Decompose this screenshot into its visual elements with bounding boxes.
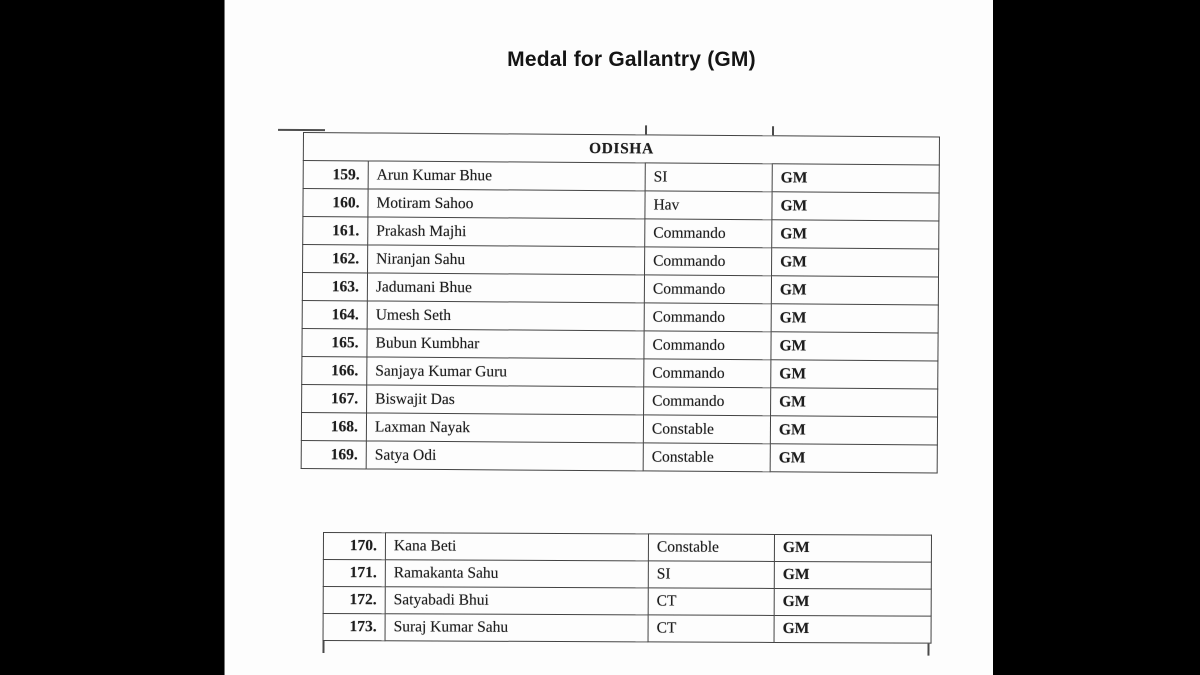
name-cell: Jadumani Bhue	[367, 273, 644, 303]
award-cell: GM	[774, 534, 931, 562]
table-row	[302, 356, 938, 388]
award-cell: GM	[771, 332, 938, 361]
serial-cell: 160.	[303, 189, 368, 217]
table-row	[301, 440, 937, 472]
serial-cell: 173.	[323, 614, 385, 641]
table-row	[323, 560, 931, 590]
name-cell: Sanjaya Kumar Guru	[367, 357, 644, 387]
table-row	[302, 328, 938, 360]
table-row	[302, 300, 938, 332]
award-cell: GM	[772, 220, 939, 249]
name-cell: Bubun Kumbhar	[367, 329, 644, 359]
serial-cell: 163.	[302, 273, 367, 301]
award-cell: GM	[774, 561, 931, 589]
award-cell: GM	[770, 444, 937, 473]
award-cell: GM	[774, 615, 931, 643]
award-cell: GM	[771, 304, 938, 333]
letterbox-right	[993, 0, 1200, 675]
serial-cell: 165.	[302, 328, 367, 356]
scan-line-artifact	[278, 129, 325, 131]
table-row	[303, 245, 939, 277]
rank-cell: Commando	[645, 219, 772, 248]
serial-cell: 168.	[301, 412, 366, 440]
serial-cell: 167.	[302, 384, 367, 412]
table-row	[303, 189, 939, 221]
table-row	[323, 587, 931, 617]
rank-cell: Commando	[644, 331, 771, 360]
award-cell: GM	[772, 248, 939, 277]
rank-cell: Commando	[644, 359, 771, 388]
award-table-odisha	[301, 132, 939, 473]
serial-cell: 170.	[323, 533, 385, 560]
region-header: ODISHA	[303, 133, 939, 165]
letterbox-left	[0, 0, 224, 675]
table-row	[303, 161, 939, 193]
serial-cell: 172.	[323, 587, 385, 614]
serial-cell: 169.	[301, 440, 366, 468]
gallantry-table-2	[323, 532, 932, 644]
rank-cell: CT	[648, 615, 774, 643]
rank-cell: Hav	[645, 191, 772, 220]
name-cell: Satya Odi	[366, 441, 643, 471]
name-cell: Suraj Kumar Sahu	[385, 614, 648, 642]
scan-column-stub	[322, 641, 324, 653]
award-cell: GM	[771, 276, 938, 305]
serial-cell: 162.	[303, 245, 368, 273]
serial-cell: 159.	[303, 161, 368, 189]
rank-cell: SI	[648, 561, 774, 589]
rank-cell: Constable	[643, 415, 770, 444]
table-row	[302, 384, 938, 416]
name-cell: Arun Kumar Bhue	[368, 161, 645, 191]
table-row	[303, 217, 939, 249]
page-title: Medal for Gallantry (GM)	[507, 48, 756, 71]
award-cell: GM	[774, 588, 931, 616]
rank-cell: Commando	[644, 275, 771, 304]
table-row	[302, 273, 938, 305]
rank-cell: Commando	[644, 303, 771, 332]
name-cell: Biswajit Das	[367, 385, 644, 415]
rank-cell: Constable	[643, 443, 770, 472]
name-cell: Satyabadi Bhui	[385, 587, 648, 615]
serial-cell: 166.	[302, 356, 367, 384]
name-cell: Niranjan Sahu	[368, 245, 645, 275]
rank-cell: SI	[645, 163, 772, 192]
name-cell: Kana Beti	[385, 533, 648, 561]
rank-cell: Commando	[645, 247, 772, 276]
award-cell: GM	[772, 192, 939, 221]
award-cell: GM	[772, 164, 939, 193]
award-cell: GM	[770, 416, 937, 445]
rank-cell: Constable	[648, 534, 774, 562]
rank-cell: CT	[648, 588, 774, 616]
award-cell: GM	[771, 360, 938, 389]
rank-cell: Commando	[644, 387, 771, 416]
name-cell: Prakash Majhi	[368, 217, 645, 247]
name-cell: Ramakanta Sahu	[385, 560, 648, 588]
region-header-row	[303, 133, 939, 165]
serial-cell: 164.	[302, 300, 367, 328]
table-row	[323, 614, 931, 644]
award-cell: GM	[771, 388, 938, 417]
table-row	[301, 412, 937, 444]
table-row	[323, 533, 931, 563]
serial-cell: 171.	[323, 560, 385, 587]
gallantry-table-1	[301, 132, 940, 473]
serial-cell: 161.	[303, 217, 368, 245]
name-cell: Umesh Seth	[367, 301, 644, 331]
name-cell: Laxman Nayak	[366, 413, 643, 443]
scan-column-stub	[772, 126, 774, 135]
scan-column-stub	[645, 125, 647, 134]
name-cell: Motiram Sahoo	[368, 189, 645, 219]
scan-column-stub	[927, 644, 929, 656]
document-page	[224, 0, 993, 675]
award-table-continued	[323, 532, 931, 644]
